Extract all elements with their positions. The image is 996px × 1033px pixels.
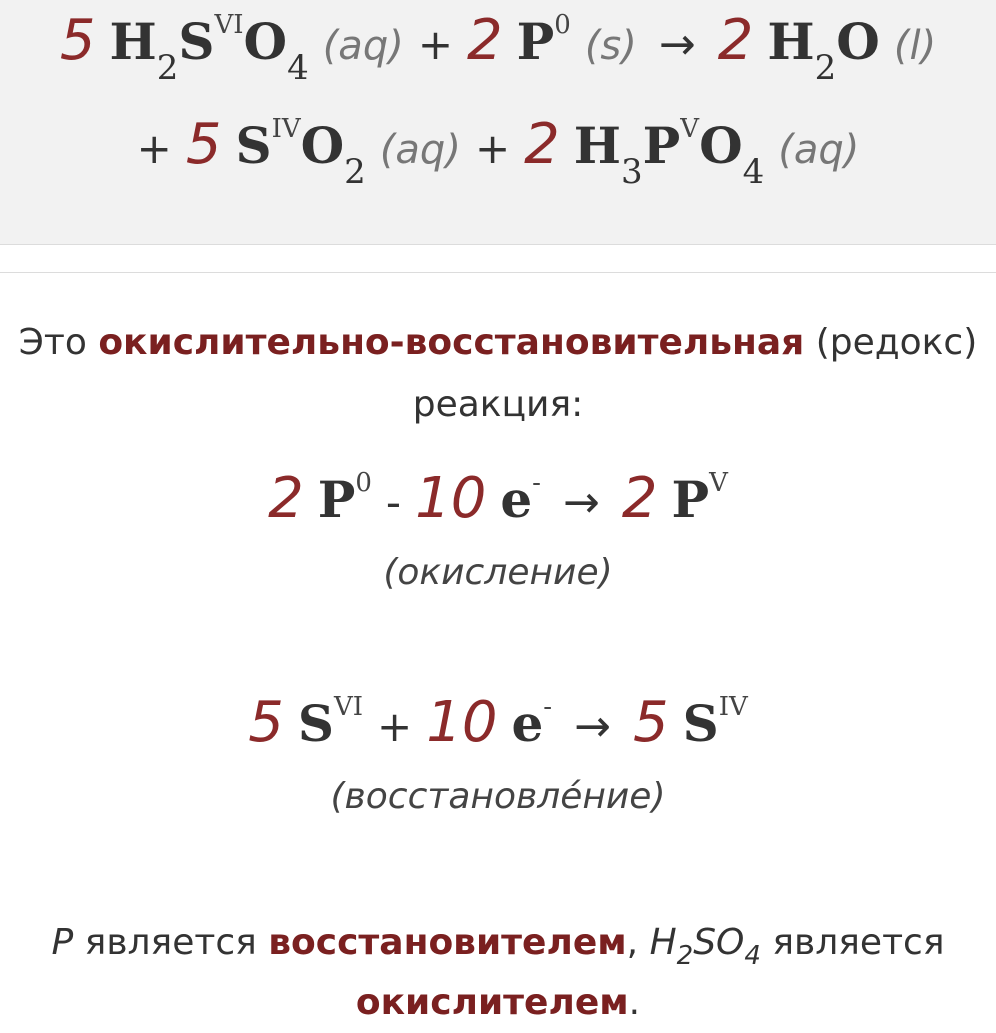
is-text: является [84,922,257,963]
coefficient: 2 [717,8,754,73]
state-label: (aq) [322,23,404,69]
plus-sign: + [377,702,413,751]
oxidation-state: V [680,114,700,144]
oxidation-state: VI [214,10,244,40]
formula-subscript: 2 [676,941,694,971]
coefficient: 2 [467,8,503,73]
coefficient: 5 [248,690,284,755]
state-label: (s) [584,23,637,69]
coefficient: 10 [415,466,487,531]
subscript: 4 [287,48,309,88]
element-p: P [516,12,555,71]
element-h: H [767,12,815,71]
plus-sign: + [136,124,172,173]
formula-h: H [649,922,677,963]
plus-sign: + [474,124,511,173]
coefficient: 2 [621,466,658,531]
reaction-arrow: → [658,19,696,70]
reduction-label: (восстановле́ние) [330,776,666,817]
element-o: O [699,116,743,175]
intro-post: (редокс) [815,322,978,363]
coefficient: 10 [426,690,498,755]
formula-subscript: 4 [744,941,761,971]
subscript: 2 [344,152,366,192]
reaction-arrow: → [562,477,600,528]
oxidation-label: (окисление) [383,552,613,593]
intro-line-2 [0,384,996,425]
coefficient: 5 [185,112,222,177]
plus-sign: + [417,20,454,69]
element-h: H [109,12,157,71]
subscript: 2 [156,48,179,88]
element-p: P [671,470,710,529]
element-o: O [300,116,345,175]
oxidation-state: V [709,468,728,498]
electron: e [511,694,544,753]
element-s: S [235,116,272,175]
element-p: P [317,470,356,529]
intro-line-2-text: реакция: [412,384,584,425]
intro-emphasis: окислительно-восстановительная [98,322,805,363]
reducer-term: восстановителем [268,922,627,963]
divider [0,272,996,273]
oxidizer-term: окислителем [355,982,629,1023]
subscript: 3 [621,152,643,192]
equation-line-1 [0,8,996,88]
state-label: (aq) [778,127,860,173]
reducer-symbol: P [51,922,74,963]
comma: , [626,922,639,963]
subscript: 4 [742,152,765,192]
oxidation-state: VI [333,692,364,722]
element-o: O [836,12,880,71]
oxidation-state: 0 [355,468,372,498]
element-o: O [243,12,288,71]
period: . [628,982,641,1023]
reaction-arrow: → [574,701,611,752]
minus-sign: - [385,478,402,527]
element-p: P [642,116,681,175]
conclusion-line-2 [0,982,996,1023]
coefficient: 2 [524,112,560,177]
equation-line-2 [0,112,996,192]
electron-charge: - [543,692,553,722]
electron: e [500,470,533,529]
formula-so: SO [693,922,745,963]
oxidation-state: IV [271,114,301,144]
intro-line-1 [0,322,996,363]
is-text: является [772,922,945,963]
oxidation-state: IV [718,692,748,722]
element-s: S [682,694,719,753]
oxidation-half-reaction [0,466,996,531]
intro-pre: Это [18,322,87,363]
element-s: S [178,12,215,71]
state-label: (aq) [379,127,461,173]
oxidizer-formula [649,922,761,971]
coefficient: 5 [59,8,96,73]
oxidation-state: 0 [554,10,571,40]
element-s: S [297,694,334,753]
coefficient: 2 [268,466,304,531]
equation-box [0,0,996,245]
electron-charge: - [532,468,541,498]
subscript: 2 [814,48,837,88]
element-h: H [573,116,622,175]
conclusion-line-1 [0,922,996,971]
reduction-half-reaction [0,690,996,755]
coefficient: 5 [632,690,669,755]
state-label: (l) [893,23,937,69]
